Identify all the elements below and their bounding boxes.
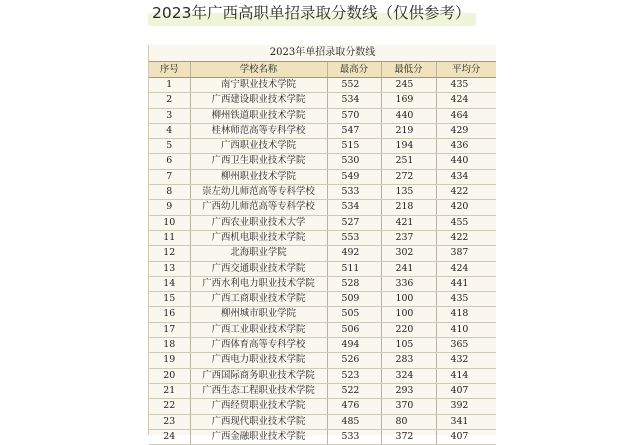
table-row bbox=[149, 414, 496, 429]
table-row bbox=[149, 200, 496, 215]
min-score: 372 bbox=[381, 429, 436, 444]
school-name: 广西幼儿师范高等专科学校 bbox=[190, 200, 327, 215]
score-table bbox=[149, 62, 496, 445]
avg-score: 407 bbox=[436, 429, 496, 444]
max-score: 534 bbox=[327, 200, 381, 215]
max-score: 494 bbox=[327, 338, 381, 353]
row-index: 15 bbox=[149, 292, 190, 307]
min-score: 219 bbox=[381, 123, 436, 138]
table-row bbox=[149, 154, 496, 169]
school-name: 广西生态工程职业技术学院 bbox=[190, 383, 327, 398]
school-name: 广西卫生职业技术学院 bbox=[190, 154, 327, 169]
row-index: 13 bbox=[149, 261, 190, 276]
row-index: 14 bbox=[149, 276, 190, 291]
max-score: 522 bbox=[327, 383, 381, 398]
max-score: 570 bbox=[327, 108, 381, 123]
table-header-row bbox=[149, 62, 496, 78]
max-score: 492 bbox=[327, 246, 381, 261]
max-score: 505 bbox=[327, 307, 381, 322]
max-score: 476 bbox=[327, 399, 381, 414]
avg-score: 441 bbox=[436, 276, 496, 291]
table-row bbox=[149, 307, 496, 322]
min-score: 237 bbox=[381, 230, 436, 245]
max-score: 515 bbox=[327, 139, 381, 154]
score-table-sheet bbox=[148, 45, 496, 442]
max-score: 552 bbox=[327, 78, 381, 93]
min-score: 324 bbox=[381, 368, 436, 383]
school-name: 广西交通职业技术学院 bbox=[190, 261, 327, 276]
avg-score: 414 bbox=[436, 368, 496, 383]
max-score: 527 bbox=[327, 215, 381, 230]
avg-score: 424 bbox=[436, 261, 496, 276]
row-index: 17 bbox=[149, 322, 190, 337]
row-index: 3 bbox=[149, 108, 190, 123]
min-score: 135 bbox=[381, 185, 436, 200]
table-row bbox=[149, 429, 496, 444]
avg-score: 436 bbox=[436, 139, 496, 154]
min-score: 336 bbox=[381, 276, 436, 291]
avg-score: 365 bbox=[436, 338, 496, 353]
row-index: 1 bbox=[149, 78, 190, 93]
school-name: 广西国际商务职业技术学院 bbox=[190, 368, 327, 383]
min-score: 370 bbox=[381, 399, 436, 414]
table-row bbox=[149, 399, 496, 414]
avg-score: 410 bbox=[436, 322, 496, 337]
table-row bbox=[149, 322, 496, 337]
row-index: 20 bbox=[149, 368, 190, 383]
avg-score: 455 bbox=[436, 215, 496, 230]
min-score: 245 bbox=[381, 78, 436, 93]
header-school-name: 学校名称 bbox=[190, 62, 327, 78]
school-name: 柳州职业技术学院 bbox=[190, 169, 327, 184]
row-index: 7 bbox=[149, 169, 190, 184]
table-row bbox=[149, 93, 496, 108]
min-score: 283 bbox=[381, 353, 436, 368]
school-name: 北海职业学院 bbox=[190, 246, 327, 261]
avg-score: 424 bbox=[436, 93, 496, 108]
table-row bbox=[149, 261, 496, 276]
avg-score: 440 bbox=[436, 154, 496, 169]
avg-score: 435 bbox=[436, 78, 496, 93]
row-index: 22 bbox=[149, 399, 190, 414]
min-score: 293 bbox=[381, 383, 436, 398]
min-score: 194 bbox=[381, 139, 436, 154]
table-row bbox=[149, 338, 496, 353]
school-name: 广西建设职业技术学院 bbox=[190, 93, 327, 108]
table-title: 2023年单招录取分数线 bbox=[149, 45, 496, 62]
max-score: 533 bbox=[327, 429, 381, 444]
min-score: 241 bbox=[381, 261, 436, 276]
table-row bbox=[149, 169, 496, 184]
row-index: 11 bbox=[149, 230, 190, 245]
max-score: 526 bbox=[327, 353, 381, 368]
row-index: 5 bbox=[149, 139, 190, 154]
school-name: 广西工业职业技术学院 bbox=[190, 322, 327, 337]
max-score: 509 bbox=[327, 292, 381, 307]
header-min-score: 最低分 bbox=[381, 62, 436, 78]
max-score: 533 bbox=[327, 185, 381, 200]
max-score: 485 bbox=[327, 414, 381, 429]
max-score: 553 bbox=[327, 230, 381, 245]
row-index: 18 bbox=[149, 338, 190, 353]
min-score: 440 bbox=[381, 108, 436, 123]
table-row bbox=[149, 353, 496, 368]
max-score: 523 bbox=[327, 368, 381, 383]
school-name: 广西水利电力职业技术学院 bbox=[190, 276, 327, 291]
min-score: 100 bbox=[381, 307, 436, 322]
school-name: 广西体育高等专科学校 bbox=[190, 338, 327, 353]
avg-score: 418 bbox=[436, 307, 496, 322]
avg-score: 429 bbox=[436, 123, 496, 138]
header-index: 序号 bbox=[149, 62, 190, 78]
row-index: 19 bbox=[149, 353, 190, 368]
avg-score: 392 bbox=[436, 399, 496, 414]
table-row bbox=[149, 276, 496, 291]
min-score: 169 bbox=[381, 93, 436, 108]
school-name: 崇左幼儿师范高等专科学校 bbox=[190, 185, 327, 200]
max-score: 549 bbox=[327, 169, 381, 184]
min-score: 100 bbox=[381, 292, 436, 307]
school-name: 广西职业技术学院 bbox=[190, 139, 327, 154]
row-index: 6 bbox=[149, 154, 190, 169]
max-score: 511 bbox=[327, 261, 381, 276]
avg-score: 422 bbox=[436, 185, 496, 200]
row-index: 24 bbox=[149, 429, 190, 444]
school-name: 桂林师范高等专科学校 bbox=[190, 123, 327, 138]
row-index: 9 bbox=[149, 200, 190, 215]
max-score: 506 bbox=[327, 322, 381, 337]
min-score: 80 bbox=[381, 414, 436, 429]
table-row bbox=[149, 78, 496, 93]
max-score: 530 bbox=[327, 154, 381, 169]
table-row bbox=[149, 292, 496, 307]
max-score: 528 bbox=[327, 276, 381, 291]
row-index: 4 bbox=[149, 123, 190, 138]
avg-score: 387 bbox=[436, 246, 496, 261]
avg-score: 422 bbox=[436, 230, 496, 245]
school-name: 柳州城市职业学院 bbox=[190, 307, 327, 322]
table-row bbox=[149, 383, 496, 398]
header-max-score: 最高分 bbox=[327, 62, 381, 78]
max-score: 534 bbox=[327, 93, 381, 108]
min-score: 421 bbox=[381, 215, 436, 230]
avg-score: 464 bbox=[436, 108, 496, 123]
min-score: 302 bbox=[381, 246, 436, 261]
school-name: 广西经贸职业技术学院 bbox=[190, 399, 327, 414]
row-index: 12 bbox=[149, 246, 190, 261]
row-index: 10 bbox=[149, 215, 190, 230]
avg-score: 420 bbox=[436, 200, 496, 215]
min-score: 220 bbox=[381, 322, 436, 337]
table-row bbox=[149, 108, 496, 123]
table-row bbox=[149, 185, 496, 200]
min-score: 105 bbox=[381, 338, 436, 353]
header-avg-score: 平均分 bbox=[436, 62, 496, 78]
table-row bbox=[149, 215, 496, 230]
min-score: 218 bbox=[381, 200, 436, 215]
school-name: 广西电力职业技术学院 bbox=[190, 353, 327, 368]
table-row bbox=[149, 230, 496, 245]
row-index: 2 bbox=[149, 93, 190, 108]
school-name: 广西机电职业技术学院 bbox=[190, 230, 327, 245]
min-score: 272 bbox=[381, 169, 436, 184]
row-index: 8 bbox=[149, 185, 190, 200]
avg-score: 435 bbox=[436, 292, 496, 307]
min-score: 251 bbox=[381, 154, 436, 169]
school-name: 广西金融职业技术学院 bbox=[190, 429, 327, 444]
row-index: 23 bbox=[149, 414, 190, 429]
school-name: 广西农业职业技术大学 bbox=[190, 215, 327, 230]
school-name: 柳州铁道职业技术学院 bbox=[190, 108, 327, 123]
school-name: 广西工商职业技术学院 bbox=[190, 292, 327, 307]
table-row bbox=[149, 123, 496, 138]
row-index: 16 bbox=[149, 307, 190, 322]
avg-score: 434 bbox=[436, 169, 496, 184]
school-name: 广西现代职业技术学院 bbox=[190, 414, 327, 429]
row-index: 21 bbox=[149, 383, 190, 398]
avg-score: 407 bbox=[436, 383, 496, 398]
table-row bbox=[149, 368, 496, 383]
max-score: 547 bbox=[327, 123, 381, 138]
avg-score: 432 bbox=[436, 353, 496, 368]
table-row bbox=[149, 246, 496, 261]
page-headline: 2023年广西高职单招录取分数线（仅供参考） bbox=[148, 0, 476, 26]
school-name: 南宁职业技术学院 bbox=[190, 78, 327, 93]
table-row bbox=[149, 139, 496, 154]
avg-score: 341 bbox=[436, 414, 496, 429]
